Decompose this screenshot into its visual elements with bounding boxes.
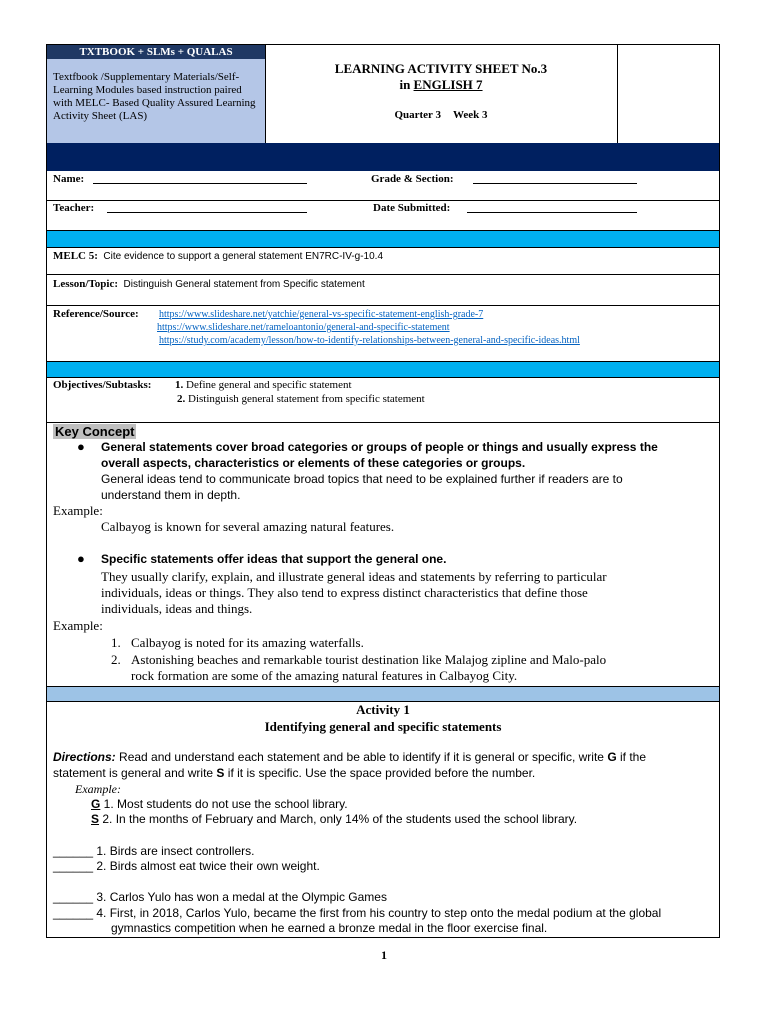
key-concept-label: Key Concept (55, 424, 135, 439)
header-divider-left (265, 45, 266, 143)
row-divider (47, 377, 719, 378)
activity-item (53, 859, 320, 874)
directions-g: G (607, 750, 617, 764)
example-text: 2. In the months of February and March, only 14% of the students used the school library. (99, 812, 578, 826)
directions-text: if it is specific. Use the space provided before the number. (224, 766, 536, 780)
melc-text: Cite evidence to support a general statement EN7RC-IV-g-10.4 (103, 251, 384, 262)
date-field[interactable] (467, 204, 637, 213)
bullet-icon: ● (77, 439, 85, 454)
row-divider (47, 305, 719, 306)
header-divider-right (617, 45, 618, 143)
quarter-label: Quarter 3 (394, 109, 441, 121)
page-number: 1 (381, 948, 387, 962)
specific-example-number: 1. (111, 635, 121, 650)
item-text: 4. First, in 2018, Carlos Yulo, became the first from his country to step onto the medal podium at the global (93, 906, 662, 920)
row-divider (47, 422, 719, 423)
melc-row (53, 250, 383, 262)
specific-example-number: 2. (111, 652, 121, 667)
activity-item (53, 890, 387, 905)
lesson-label: Lesson/Topic: (53, 278, 119, 290)
example-label: Example: (53, 503, 103, 518)
activity-example-label: Example: (75, 782, 121, 796)
example-label: Example: (53, 618, 103, 633)
objective-item (175, 379, 352, 391)
reference-label: Reference/Source: (53, 308, 139, 320)
activity-title: Activity 1 (356, 702, 410, 717)
header-dark-band (47, 143, 719, 171)
sheet-subject-line (265, 77, 617, 93)
specific-example-text: Astonishing beaches and remarkable tourist destination like Malajog zipline and Malo-palo (131, 652, 607, 667)
general-example: Calbayog is known for several amazing natural features. (101, 519, 395, 534)
objective-text: Distinguish general statement from specific statement (188, 393, 425, 405)
directions-line-1 (53, 750, 646, 765)
example-text: 1. Most students do not use the school library. (100, 797, 348, 811)
directions-label: Directions: (53, 750, 116, 764)
answer-blank[interactable]: ______ (53, 906, 94, 920)
activity-example (91, 812, 577, 827)
specific-text-line-2: individuals, ideas or things. They also tend to express distinct characteristics that define those (101, 585, 588, 600)
specific-text-line-1: They usually clarify, explain, and illustrate general ideas and statements by referring to particular (101, 569, 607, 584)
general-definition-line-2: overall aspects, characteristics or elements of these categories or groups. (101, 456, 526, 470)
name-field[interactable] (93, 175, 307, 184)
section-band (47, 687, 719, 701)
example-answer: S (91, 812, 100, 826)
item-text: 3. Carlos Yulo has won a medal at the Olympic Games (93, 890, 387, 904)
general-text-line-1: General ideas tend to communicate broad topics that need to be explained further if readers are to (101, 472, 623, 486)
quarter-week-line (265, 109, 617, 121)
section-band (47, 362, 719, 377)
objectives-label: Objectives/Subtasks: (53, 379, 152, 391)
objective-text: Define general and specific statement (186, 379, 352, 391)
grade-field[interactable] (473, 175, 637, 184)
header-description: Textfbook /Supplementary Materials/Self-Learning Modules based instruction paired with MELC- Based Quality Assured Learning Activity Sheet (LAS) (53, 71, 256, 122)
specific-example-text: rock formation are some of the amazing natural features in Calbayog City. (131, 668, 518, 683)
directions-text: Read and understand each statement and be able to identify if it is general or specific, write (115, 750, 608, 764)
week-label: Week 3 (453, 109, 488, 121)
objective-item (177, 393, 425, 405)
subject-prefix: in (399, 77, 414, 92)
lesson-text: Distinguish General statement from Specific statement (123, 279, 365, 290)
specific-text-line-3: individuals, ideas and things. (101, 601, 253, 616)
directions-line-2 (53, 766, 535, 781)
general-text-line-2: understand them in depth. (101, 488, 241, 502)
teacher-field[interactable] (107, 204, 307, 213)
melc-label: MELC 5: (53, 250, 98, 262)
row-divider (47, 274, 719, 275)
activity-sheet (46, 44, 720, 938)
directions-text: if the (616, 750, 647, 764)
item-text: 1. Birds are insect controllers. (93, 844, 255, 858)
objective-number: 2. (177, 393, 186, 405)
directions-s: S (216, 766, 225, 780)
bullet-icon: ● (77, 551, 85, 566)
general-definition-line-1: General statements cover broad categories or groups of people or things and usually express the (101, 440, 658, 454)
specific-definition: Specific statements offer ideas that support the general one. (101, 552, 447, 566)
example-answer: G (91, 797, 101, 811)
section-band (47, 231, 719, 247)
subject-name: ENGLISH 7 (413, 77, 483, 92)
row-divider (47, 200, 719, 201)
teacher-label: Teacher: (53, 202, 95, 214)
activity-subtitle: Identifying general and specific statements (264, 719, 502, 734)
objective-number: 1. (175, 379, 184, 391)
date-label: Date Submitted: (373, 202, 451, 214)
answer-blank[interactable]: ______ (53, 859, 94, 873)
item-text: 2. Birds almost eat twice their own weight. (93, 859, 320, 873)
activity-item (53, 844, 254, 859)
name-label: Name: (53, 173, 85, 185)
lesson-row (53, 278, 365, 290)
activity-item (53, 906, 661, 921)
answer-blank[interactable]: ______ (53, 890, 94, 904)
grade-label: Grade & Section: (371, 173, 454, 185)
header-tab-label: TXTBOOK + SLMs + QUALAS (47, 45, 265, 59)
reference-link-1[interactable]: https://www.slideshare.net/yatchie/general-vs-specific-statement-english-grade-7 (159, 309, 484, 320)
sheet-title: LEARNING ACTIVITY SHEET No.3 (334, 61, 548, 76)
activity-example (91, 797, 348, 812)
row-divider (47, 247, 719, 248)
activity-item-continuation: gymnastics competition when he earned a bronze medal in the floor exercise final. (111, 921, 548, 935)
reference-link-2[interactable]: https://www.slideshare.net/rameloantonio/general-and-specific-statement (157, 322, 450, 333)
reference-link-3[interactable]: https://study.com/academy/lesson/how-to-identify-relationships-between-general-and-specific-ideas.html (159, 335, 580, 346)
directions-text: statement is general and write (53, 766, 217, 780)
specific-example-text: Calbayog is noted for its amazing waterfalls. (131, 635, 364, 650)
answer-blank[interactable]: ______ (53, 844, 94, 858)
